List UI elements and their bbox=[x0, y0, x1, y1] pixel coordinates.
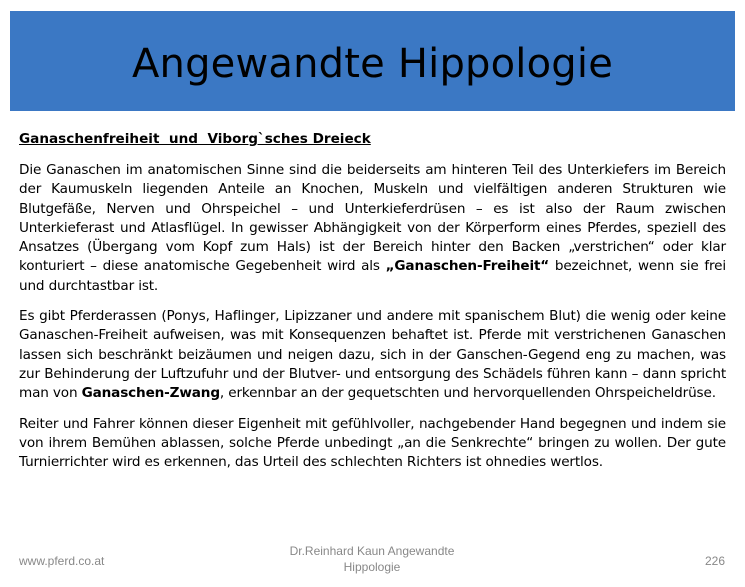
footer-website: www.pferd.co.at bbox=[19, 554, 105, 568]
slide-content bbox=[19, 130, 726, 483]
footer-author bbox=[272, 543, 472, 575]
paragraph-1-bold-term: „Ganaschen-Freiheit“ bbox=[385, 258, 550, 275]
section-heading: Ganaschenfreiheit und Viborg`sches Dreieck bbox=[19, 131, 371, 147]
paragraph-3 bbox=[19, 415, 726, 473]
title-banner bbox=[10, 11, 735, 111]
slide-title: Angewandte Hippologie bbox=[131, 41, 614, 87]
footer-author-line-1: Dr.Reinhard Kaun Angewandte bbox=[289, 544, 455, 558]
paragraph-1-text-after: bezeichnet, wenn sie frei und durchtastbar ist. bbox=[19, 258, 726, 294]
paragraph-2 bbox=[19, 307, 726, 403]
paragraph-2-bold-term: Ganaschen-Zwang bbox=[81, 385, 220, 402]
footer-author-line-2: Hippologie bbox=[343, 560, 401, 574]
footer-page-number: 226 bbox=[704, 554, 725, 568]
paragraph-2-text-before: Es gibt Pferderassen (Ponys, Haflinger, Lipizzaner und andere mit spanischem Blut) die wenig oder keine Ganaschen-Freiheit aufweisen, was mit Konsequenzen behaftet ist. Pferde mit verstrichenen Ganaschen lassen sich beschränkt beizäumen und neigen dazu, sich in der Ganschen-Gegend eng zu machen, was zur Behinderung der Luftzufuhr und der Blutver- und entsorgung des Schädels führen kann – dann spricht man von bbox=[19, 308, 726, 402]
paragraph-3-text: Reiter und Fahrer können dieser Eigenheit mit gefühlvoller, nachgebender Hand begegnen und indem sie von ihrem Bemühen ablassen, solche Pferde unbedingt „an die Senkrechte“ bringen zu wollen. Der gute Turnierrichter wird es erkennen, das Urteil des schlechten Richters ist ohnedies wertlos. bbox=[19, 415, 726, 471]
paragraph-1 bbox=[19, 161, 726, 296]
paragraph-2-text-after: , erkennbar an der gequetschten und hervorquellenden Ohrspeicheldrüse. bbox=[219, 385, 716, 402]
paragraph-1-text-before: Die Ganaschen im anatomischen Sinne sind die beiderseits am hinteren Teil des Unterkiefers im Bereich der Kaumuskeln liegenden Anteile an Knochen, Muskeln und vielfältigen anderen Strukturen wie Blutgefäße, Nerven und Ohrspeichel – und Unterkieferdrüsen – es ist also der Raum zwischen Unterkieferast und Atlasflügel. In gewisser Abhängigkeit von der Körperform eines Pferdes, speziell des Ansatzes (Übergang vom Kopf zum Hals) ist der Bereich hinter den Backen „verstrichen“ oder klar konturiert – diese anatomische Gegebenheit wird als bbox=[19, 162, 726, 275]
slide-footer bbox=[0, 543, 745, 583]
